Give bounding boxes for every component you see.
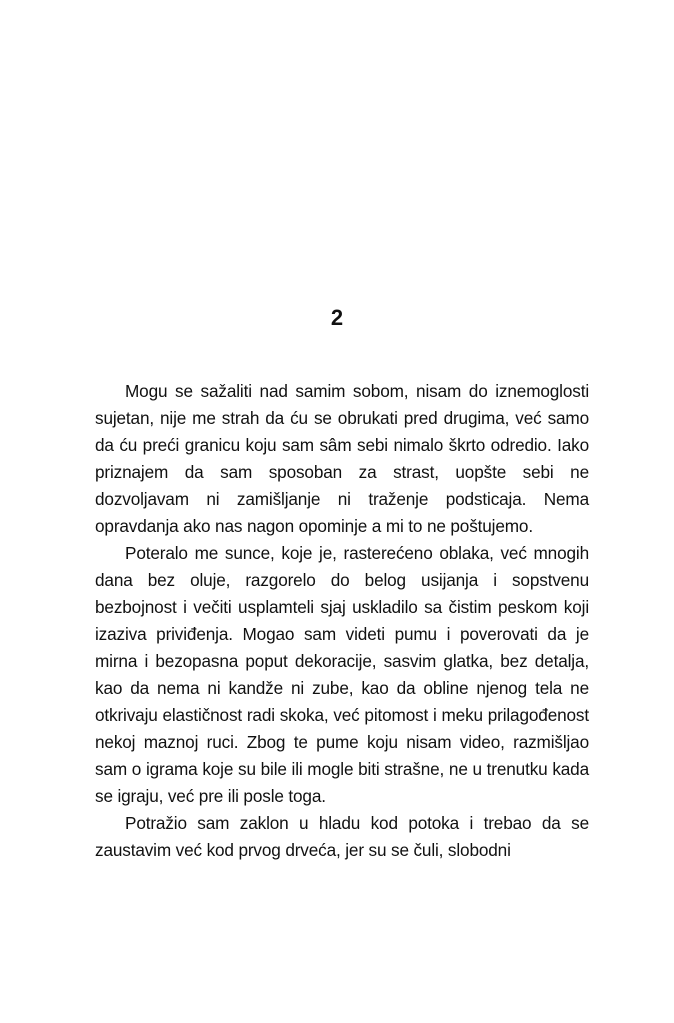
chapter-body <box>95 378 589 864</box>
paragraph: Mogu se sažaliti nad samim sobom, nisam do iznemoglosti sujetan, nije me strah da ću se obrukati pred drugima, već samo da ću preći granicu koju sam sâm sebi nimalo škrto odredio. Iako priznajem da sam sposoban za strast, uopšte sebi ne dozvoljavam ni zamišljanje ni traženje podsticaja. Nema opravdanja ako nas nagon opominje a mi to ne poštujemo. <box>95 381 589 536</box>
chapter-number: 2 <box>330 305 344 330</box>
paragraph: Potražio sam zaklon u hladu kod potoka i trebao da se zaustavim već kod prvog drveća, jer su se čuli, slobodni <box>95 813 589 860</box>
paragraph: Poteralo me sunce, koje je, rasterećeno oblaka, već mnogih dana bez oluje, razgorelo do belog usijanja i sopstvenu bezbojnost i večiti usplamteli sjaj uskladilo sa čistim peskom koji izaziva priviđenja. Mogao sam videti pumu i poverovati da je mirna i bezopasna poput dekoracije, sasvim glatka, bez detalja, kao da nema ni kandže ni zube, kao da obline njenog tela ne otkrivaju elastičnost radi skoka, već pitomost i meku prilagođenost nekoj maznoj ruci. Zbog te pume koju nisam video, razmišljao sam o igrama koje su bile ili mogle biti strašne, ne u trenutku kada se igraju, već pre ili posle toga. <box>95 543 589 806</box>
